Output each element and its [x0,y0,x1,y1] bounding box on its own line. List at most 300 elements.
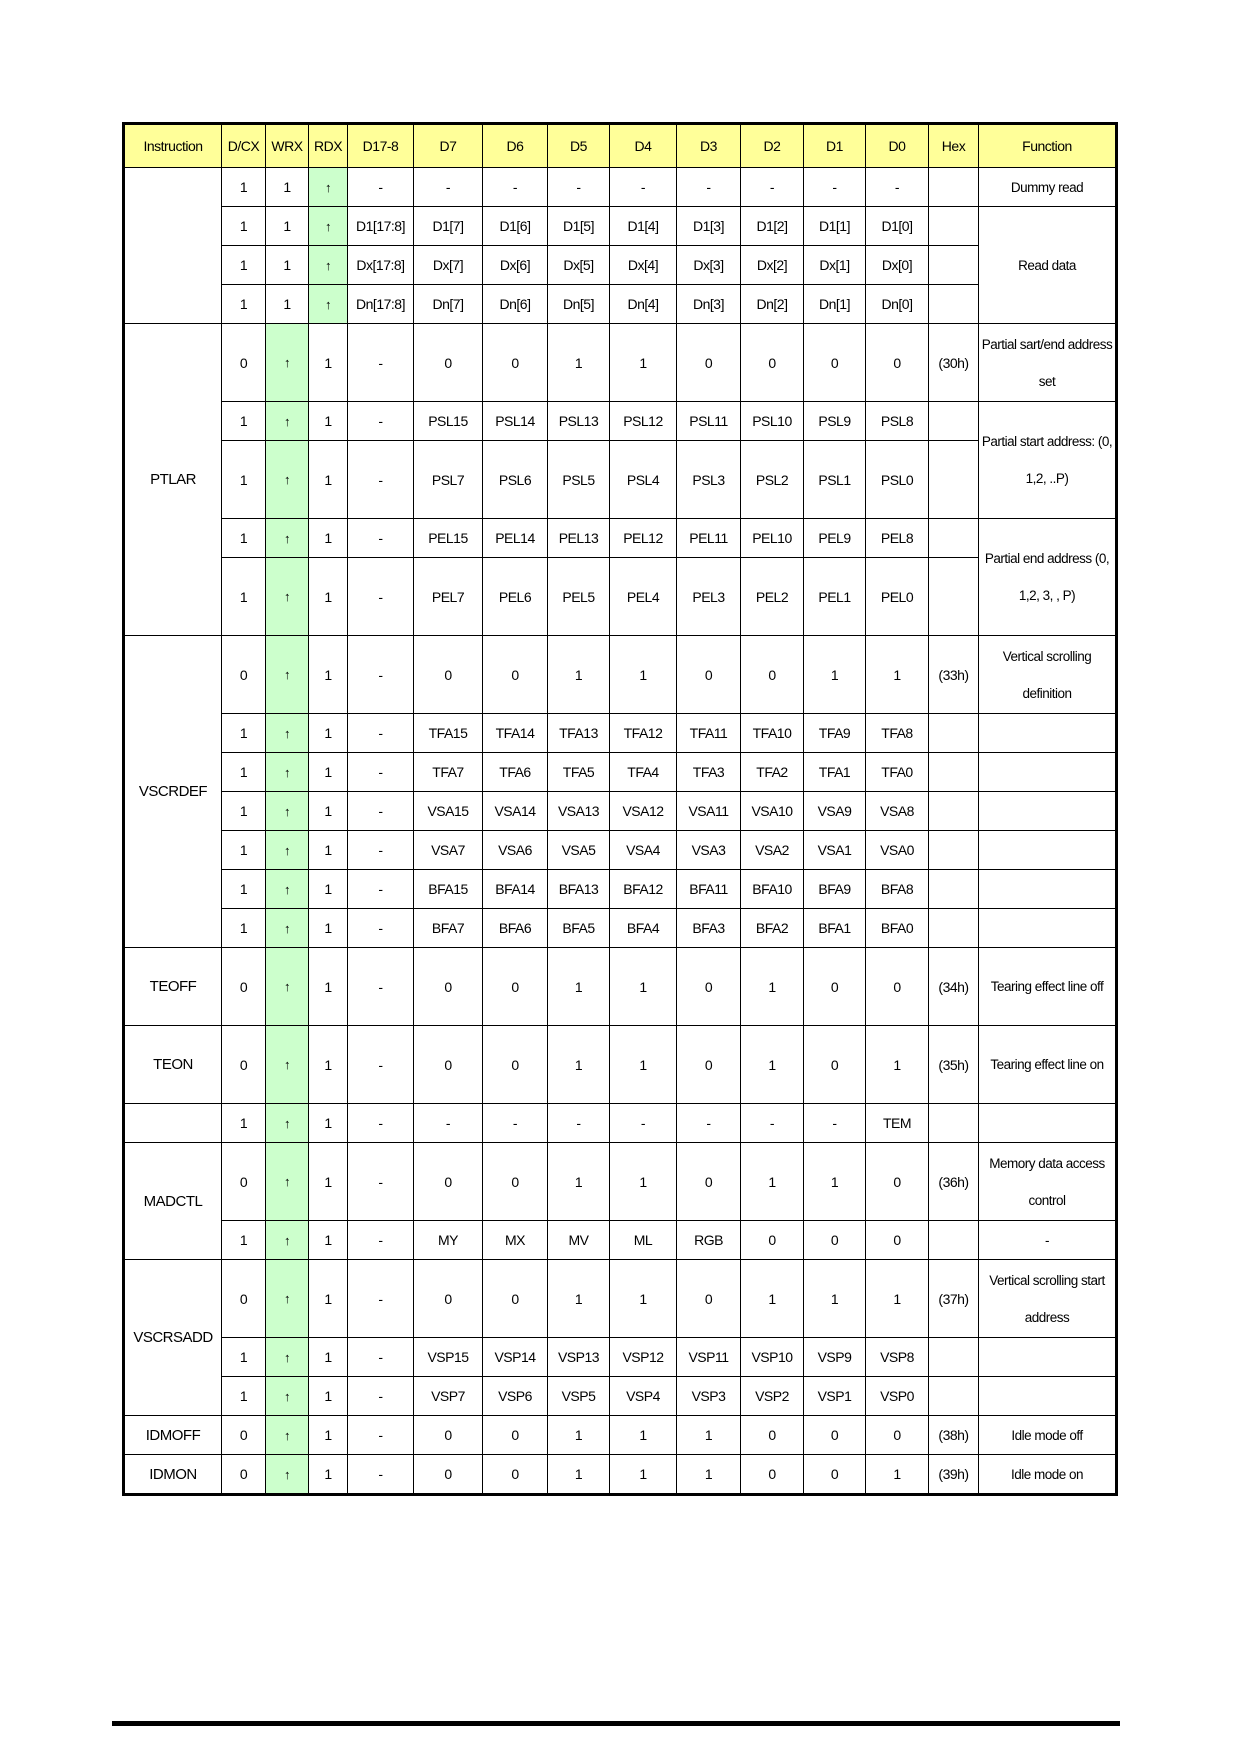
d6-cell: Dx[6] [483,246,548,285]
hex-cell [929,558,979,636]
wrx-cell: ↑ [266,1221,309,1260]
function-cell: Partial start address: (0, 1,2, ..P) [979,402,1117,519]
rdx-cell: 1 [309,1377,348,1416]
d17-8-cell: - [348,558,414,636]
d1-cell: VSA9 [804,792,866,831]
hex-cell: (34h) [929,948,979,1026]
d5-cell: 1 [548,324,610,402]
function-cell [979,831,1117,870]
rdx-cell: 1 [309,558,348,636]
d5-cell: VSA13 [548,792,610,831]
d4-cell: PEL12 [610,519,677,558]
d17-8-cell: - [348,1338,414,1377]
rdx-cell: 1 [309,1338,348,1377]
wrx-cell: ↑ [266,1338,309,1377]
d17-8-cell: - [348,636,414,714]
function-cell: Memory data access control [979,1143,1117,1221]
hex-cell [929,207,979,246]
header-cell: D/CX [222,124,266,168]
d7-cell: 0 [414,636,483,714]
d3-cell: VSA11 [677,792,741,831]
d6-cell: Dn[6] [483,285,548,324]
wrx-cell: ↑ [266,558,309,636]
d1-cell: Dn[1] [804,285,866,324]
wrx-cell: ↑ [266,324,309,402]
d2-cell: VSP2 [741,1377,804,1416]
d3-cell: VSP11 [677,1338,741,1377]
d4-cell: 1 [610,1026,677,1104]
d3-cell: 0 [677,1143,741,1221]
d4-cell: ML [610,1221,677,1260]
dcx-cell: 1 [222,1338,266,1377]
rdx-cell: 1 [309,1416,348,1455]
instruction-cell: PTLAR [124,324,222,636]
d4-cell: D1[4] [610,207,677,246]
d5-cell: D1[5] [548,207,610,246]
table-row [124,168,1117,207]
header-cell: Hex [929,124,979,168]
instruction-cell: IDMON [124,1455,222,1495]
hex-cell [929,402,979,441]
d1-cell: - [804,168,866,207]
wrx-cell: ↑ [266,753,309,792]
d2-cell: TFA2 [741,753,804,792]
table-row [124,402,1117,441]
d7-cell: 0 [414,1455,483,1495]
header-cell: D7 [414,124,483,168]
footer-rule [112,1721,1120,1726]
d5-cell: 1 [548,1026,610,1104]
d4-cell: Dn[4] [610,285,677,324]
d0-cell: PEL8 [866,519,929,558]
function-cell [979,1338,1117,1377]
d2-cell: 0 [741,324,804,402]
dcx-cell: 1 [222,441,266,519]
d1-cell: VSP9 [804,1338,866,1377]
d4-cell: - [610,168,677,207]
rdx-cell: 1 [309,324,348,402]
d6-cell: VSA6 [483,831,548,870]
hex-cell [929,168,979,207]
wrx-cell: ↑ [266,1377,309,1416]
dcx-cell: 1 [222,831,266,870]
table-row [124,285,1117,324]
d5-cell: PEL5 [548,558,610,636]
hex-cell [929,441,979,519]
function-cell [979,714,1117,753]
wrx-cell: ↑ [266,714,309,753]
wrx-cell: 1 [266,285,309,324]
d2-cell: VSP10 [741,1338,804,1377]
instruction-cell: VSCRSADD [124,1260,222,1416]
d6-cell: 0 [483,1026,548,1104]
d0-cell: PSL8 [866,402,929,441]
dcx-cell: 1 [222,909,266,948]
d0-cell: VSA8 [866,792,929,831]
table-row [124,753,1117,792]
d7-cell: PEL7 [414,558,483,636]
d7-cell: - [414,1104,483,1143]
d4-cell: BFA12 [610,870,677,909]
table-row [124,1455,1117,1495]
d7-cell: 0 [414,1026,483,1104]
d17-8-cell: - [348,948,414,1026]
table-row [124,870,1117,909]
d2-cell: 0 [741,1221,804,1260]
command-table [122,122,1118,1496]
d4-cell: PSL4 [610,441,677,519]
rdx-cell: ↑ [309,285,348,324]
d7-cell: 0 [414,1143,483,1221]
d3-cell: PSL11 [677,402,741,441]
wrx-cell: ↑ [266,948,309,1026]
d0-cell: TEM [866,1104,929,1143]
wrx-cell: 1 [266,207,309,246]
d17-8-cell: - [348,1104,414,1143]
d7-cell: 0 [414,324,483,402]
dcx-cell: 1 [222,285,266,324]
header-row [124,124,1117,168]
d3-cell: 0 [677,1260,741,1338]
function-cell: Vertical scrolling start address [979,1260,1117,1338]
d6-cell: 0 [483,948,548,1026]
d5-cell: PEL13 [548,519,610,558]
d4-cell: 1 [610,636,677,714]
hex-cell [929,714,979,753]
d3-cell: PEL3 [677,558,741,636]
d5-cell: TFA5 [548,753,610,792]
d2-cell: PSL10 [741,402,804,441]
d5-cell: VSP5 [548,1377,610,1416]
wrx-cell: ↑ [266,909,309,948]
wrx-cell: ↑ [266,1026,309,1104]
d5-cell: TFA13 [548,714,610,753]
d0-cell: PEL0 [866,558,929,636]
d7-cell: 0 [414,1416,483,1455]
d4-cell: 1 [610,324,677,402]
d3-cell: VSA3 [677,831,741,870]
d0-cell: Dx[0] [866,246,929,285]
function-cell [979,870,1117,909]
d17-8-cell: - [348,870,414,909]
table-row [124,324,1117,402]
d1-cell: D1[1] [804,207,866,246]
rdx-cell: 1 [309,1026,348,1104]
function-cell: Tearing effect line off [979,948,1117,1026]
rdx-cell: 1 [309,948,348,1026]
dcx-cell: 1 [222,870,266,909]
d4-cell: 1 [610,948,677,1026]
hex-cell [929,792,979,831]
d7-cell: MY [414,1221,483,1260]
table-row [124,441,1117,519]
d1-cell: VSA1 [804,831,866,870]
d2-cell: 1 [741,948,804,1026]
d4-cell: VSA4 [610,831,677,870]
d0-cell: Dn[0] [866,285,929,324]
d7-cell: VSA15 [414,792,483,831]
d2-cell: VSA2 [741,831,804,870]
wrx-cell: ↑ [266,636,309,714]
dcx-cell: 0 [222,1026,266,1104]
instruction-cell: TEOFF [124,948,222,1026]
d4-cell: 1 [610,1143,677,1221]
d2-cell: BFA10 [741,870,804,909]
d17-8-cell: Dn[17:8] [348,285,414,324]
d6-cell: 0 [483,1143,548,1221]
hex-cell [929,831,979,870]
hex-cell [929,519,979,558]
function-cell [979,909,1117,948]
d1-cell: PSL1 [804,441,866,519]
dcx-cell: 0 [222,1455,266,1495]
table-row [124,1104,1117,1143]
wrx-cell: ↑ [266,402,309,441]
function-cell [979,792,1117,831]
header-cell: D5 [548,124,610,168]
d17-8-cell: - [348,324,414,402]
d3-cell: 0 [677,1026,741,1104]
function-cell: Dummy read [979,168,1117,207]
instruction-cell: VSCRDEF [124,636,222,948]
wrx-cell: ↑ [266,1104,309,1143]
d17-8-cell: Dx[17:8] [348,246,414,285]
header-cell: D6 [483,124,548,168]
rdx-cell: 1 [309,402,348,441]
d2-cell: PEL10 [741,519,804,558]
d0-cell: TFA0 [866,753,929,792]
d3-cell: 1 [677,1455,741,1495]
table-row [124,1260,1117,1338]
table-row [124,1026,1117,1104]
d0-cell: VSA0 [866,831,929,870]
d2-cell: 1 [741,1026,804,1104]
hex-cell [929,1338,979,1377]
d4-cell: BFA4 [610,909,677,948]
d17-8-cell: - [348,831,414,870]
hex-cell: (38h) [929,1416,979,1455]
d6-cell: PSL6 [483,441,548,519]
function-cell: Partial end address (0, 1,2, 3, , P) [979,519,1117,636]
d17-8-cell: - [348,1455,414,1495]
d17-8-cell: - [348,441,414,519]
d5-cell: VSA5 [548,831,610,870]
d1-cell: PEL9 [804,519,866,558]
hex-cell: (36h) [929,1143,979,1221]
d17-8-cell: - [348,792,414,831]
d3-cell: VSP3 [677,1377,741,1416]
rdx-cell: 1 [309,1221,348,1260]
d3-cell: 1 [677,1416,741,1455]
d6-cell: VSP14 [483,1338,548,1377]
function-cell: Idle mode on [979,1455,1117,1495]
d0-cell: 0 [866,1143,929,1221]
d0-cell: 1 [866,1455,929,1495]
d1-cell: - [804,1104,866,1143]
d2-cell: Dx[2] [741,246,804,285]
hex-cell: (39h) [929,1455,979,1495]
wrx-cell: ↑ [266,870,309,909]
d1-cell: TFA1 [804,753,866,792]
table-row [124,831,1117,870]
d7-cell: TFA7 [414,753,483,792]
header-cell: D2 [741,124,804,168]
table-row [124,714,1117,753]
header-cell: D1 [804,124,866,168]
d1-cell: 0 [804,1416,866,1455]
rdx-cell: 1 [309,1104,348,1143]
d1-cell: BFA9 [804,870,866,909]
d2-cell: PEL2 [741,558,804,636]
table-row [124,558,1117,636]
dcx-cell: 1 [222,1377,266,1416]
d7-cell: BFA7 [414,909,483,948]
d5-cell: - [548,168,610,207]
d1-cell: 0 [804,948,866,1026]
d0-cell: 0 [866,948,929,1026]
d3-cell: RGB [677,1221,741,1260]
wrx-cell: ↑ [266,792,309,831]
rdx-cell: ↑ [309,246,348,285]
rdx-cell: 1 [309,1260,348,1338]
d1-cell: Dx[1] [804,246,866,285]
d0-cell: 1 [866,1260,929,1338]
rdx-cell: 1 [309,753,348,792]
dcx-cell: 1 [222,558,266,636]
rdx-cell: 1 [309,714,348,753]
header-cell: D17-8 [348,124,414,168]
d3-cell: TFA3 [677,753,741,792]
d17-8-cell: - [348,753,414,792]
header-cell: WRX [266,124,309,168]
table-row [124,1143,1117,1221]
hex-cell [929,1221,979,1260]
header-cell: Function [979,124,1117,168]
table-row [124,519,1117,558]
d17-8-cell: - [348,1416,414,1455]
d6-cell: VSA14 [483,792,548,831]
d17-8-cell: - [348,714,414,753]
function-cell [979,753,1117,792]
dcx-cell: 1 [222,402,266,441]
d0-cell: - [866,168,929,207]
d5-cell: 1 [548,1143,610,1221]
d7-cell: VSA7 [414,831,483,870]
table-row [124,909,1117,948]
header-cell: D3 [677,124,741,168]
d3-cell: BFA11 [677,870,741,909]
d3-cell: TFA11 [677,714,741,753]
d2-cell: 1 [741,1260,804,1338]
rdx-cell: 1 [309,519,348,558]
d3-cell: - [677,168,741,207]
d5-cell: Dn[5] [548,285,610,324]
d3-cell: D1[3] [677,207,741,246]
d2-cell: TFA10 [741,714,804,753]
hex-cell: (33h) [929,636,979,714]
dcx-cell: 0 [222,948,266,1026]
hex-cell [929,909,979,948]
wrx-cell: ↑ [266,519,309,558]
d1-cell: VSP1 [804,1377,866,1416]
hex-cell [929,285,979,324]
dcx-cell: 0 [222,636,266,714]
d0-cell: 0 [866,1221,929,1260]
rdx-cell: 1 [309,909,348,948]
d6-cell: 0 [483,1416,548,1455]
d6-cell: PEL14 [483,519,548,558]
d0-cell: 0 [866,1416,929,1455]
dcx-cell: 1 [222,519,266,558]
function-cell: Vertical scrolling definition [979,636,1117,714]
d6-cell: BFA6 [483,909,548,948]
table-row [124,1416,1117,1455]
wrx-cell: 1 [266,246,309,285]
d6-cell: 0 [483,1260,548,1338]
d17-8-cell: - [348,168,414,207]
function-cell [979,1377,1117,1416]
d3-cell: BFA3 [677,909,741,948]
d1-cell: BFA1 [804,909,866,948]
d6-cell: 0 [483,1455,548,1495]
table-row [124,792,1117,831]
d6-cell: PSL14 [483,402,548,441]
wrx-cell: ↑ [266,1260,309,1338]
hex-cell [929,1104,979,1143]
d6-cell: VSP6 [483,1377,548,1416]
d1-cell: 1 [804,636,866,714]
d1-cell: 0 [804,1455,866,1495]
wrx-cell: 1 [266,168,309,207]
d2-cell: 0 [741,1455,804,1495]
header-cell: Instruction [124,124,222,168]
d3-cell: - [677,1104,741,1143]
function-cell: - [979,1221,1117,1260]
hex-cell: (30h) [929,324,979,402]
d4-cell: - [610,1104,677,1143]
d0-cell: TFA8 [866,714,929,753]
d4-cell: VSA12 [610,792,677,831]
d17-8-cell: - [348,1026,414,1104]
d5-cell: PSL13 [548,402,610,441]
dcx-cell: 0 [222,1143,266,1221]
d6-cell: D1[6] [483,207,548,246]
d0-cell: BFA8 [866,870,929,909]
d6-cell: PEL6 [483,558,548,636]
d5-cell: 1 [548,1416,610,1455]
d17-8-cell: - [348,402,414,441]
d1-cell: PSL9 [804,402,866,441]
dcx-cell: 1 [222,1221,266,1260]
header-cell: D0 [866,124,929,168]
d0-cell: PSL0 [866,441,929,519]
d5-cell: 1 [548,1260,610,1338]
instruction-cell: MADCTL [124,1143,222,1260]
hex-cell [929,246,979,285]
rdx-cell: ↑ [309,168,348,207]
rdx-cell: 1 [309,1455,348,1495]
header-cell: RDX [309,124,348,168]
hex-cell [929,1377,979,1416]
d0-cell: VSP0 [866,1377,929,1416]
d0-cell: 0 [866,324,929,402]
d0-cell: D1[0] [866,207,929,246]
d3-cell: 0 [677,324,741,402]
d4-cell: TFA4 [610,753,677,792]
header-cell: D4 [610,124,677,168]
d4-cell: VSP4 [610,1377,677,1416]
d17-8-cell: - [348,909,414,948]
